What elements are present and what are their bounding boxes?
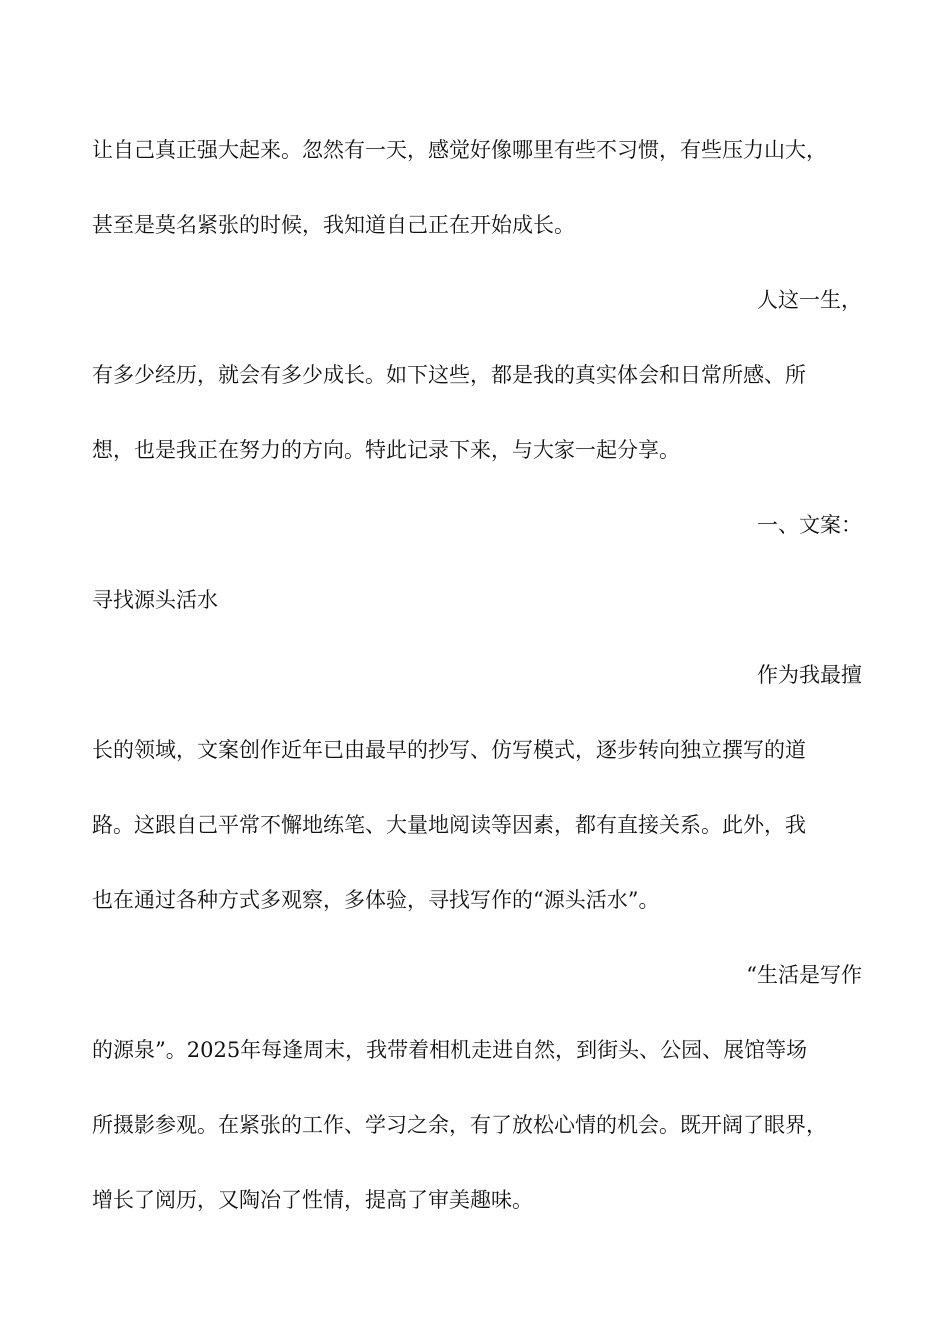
paragraph-line: “生活是写作 xyxy=(746,963,862,987)
paragraph-line: 甚至是莫名紧张的时候，我知道自己正在开始成长。 xyxy=(92,213,575,237)
paragraph-line: 有多少经历，就会有多少成长。如下这些，都是我的真实体会和日常所感、所 xyxy=(92,363,806,387)
paragraph-line: 也在通过各种方式多观察，多体验，寻找写作的“源头活水”。 xyxy=(92,888,660,912)
section-subheading: 寻找源头活水 xyxy=(92,588,218,612)
paragraph-line: 让自己真正强大起来。忽然有一天，感觉好像哪里有些不习惯，有些压力山大， xyxy=(92,138,827,162)
paragraph-line: 的源泉”。2025年每逢周末，我带着相机走进自然，到街头、公园、展馆等场 xyxy=(92,1038,808,1062)
paragraph-line: 所摄影参观。在紧张的工作、学习之余，有了放松心情的机会。既开阔了眼界， xyxy=(92,1113,827,1137)
paragraph-line: 人这一生， xyxy=(757,288,862,312)
paragraph-line: 想，也是我正在努力的方向。特此记录下来，与大家一起分享。 xyxy=(92,438,680,462)
paragraph-line: 长的领域，文案创作近年已由最早的抄写、仿写模式，逐步转向独立撰写的道 xyxy=(92,738,806,762)
paragraph-line: 作为我最擅 xyxy=(757,663,862,687)
paragraph-line: 路。这跟自己平常不懈地练笔、大量地阅读等因素，都有直接关系。此外，我 xyxy=(92,813,806,837)
section-heading: 一、文案： xyxy=(757,513,862,537)
paragraph-line: 增长了阅历，又陶冶了性情，提高了审美趣味。 xyxy=(92,1188,533,1212)
